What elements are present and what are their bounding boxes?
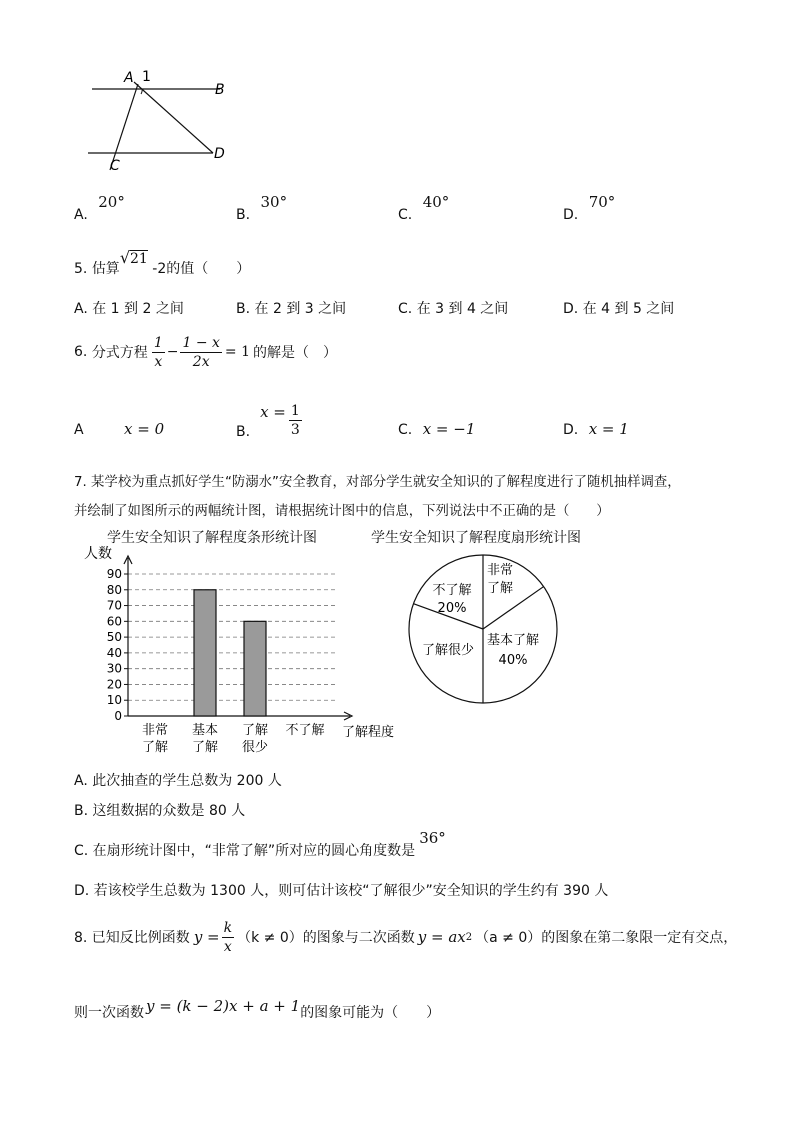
bar-chart	[80, 544, 410, 759]
q6-option-c: C. x = −1	[398, 420, 476, 438]
y-tick-label: 30	[106, 661, 122, 676]
pie-slice-label: 了解	[486, 581, 514, 596]
q7-option-c: C. 在扇形统计图中，“非常了解”所对应的圆心角度数是36°	[74, 829, 446, 859]
q8-line2: 则一次函数 y = (k − 2)x + a + 1 的图象可能为（ ）	[74, 997, 441, 1021]
x-tick-label: 了解	[191, 740, 219, 755]
q7-stem-line2: 并绘制了如图所示的两幅统计图，请根据统计图中的信息，下列说法中不正确的是（ ）	[74, 504, 610, 519]
y-tick-label: 50	[106, 630, 122, 645]
pie-chart-title: 学生安全知识了解程度扇形统计图	[371, 530, 581, 546]
q6-fraction-2: $\frac{1 - x}{2x}$	[182, 334, 220, 370]
label-b: B	[215, 82, 225, 98]
q7-option-d: D. 若该校学生总数为 1300 人，则可估计该校“了解很少”安全知识的学生约有 390 人	[74, 883, 609, 899]
q8-linear-function: y = (k − 2)x + a + 1	[146, 997, 301, 1015]
pie-slice-label: 不了解	[432, 583, 472, 598]
q5-option-c: C. 在 3 到 4 之间	[398, 301, 509, 317]
q7-option-c-value: 36°	[419, 829, 446, 847]
q6-fraction-1: $\frac{1}{x}$	[153, 334, 163, 370]
pie-slice-label: 了解很少	[421, 643, 475, 658]
y-tick-label: 20	[106, 677, 122, 692]
y-tick-label: 70	[106, 598, 122, 613]
q4-option-d: D. 70°	[563, 193, 616, 223]
q6-option-a: A x = 0	[74, 420, 165, 438]
q7-stem-line1: 7. 某学校为重点抓好学生“防溺水”安全教育，对部分学生就安全知识的了解程度进行了随机抽样调查，	[74, 475, 681, 490]
q8-fraction: $\frac{k}{x}$	[223, 919, 233, 955]
x-tick-label: 很少	[241, 740, 269, 755]
q4-option-d-value: 70°	[588, 193, 616, 211]
q6-option-b-fraction: $\frac{1}{3}$	[290, 402, 300, 438]
y-tick-label: 60	[106, 614, 122, 629]
q7-option-b: B. 这组数据的众数是 80 人	[74, 803, 246, 819]
y-axis-label: 人数	[84, 546, 112, 562]
q4-option-b-value: 30°	[260, 193, 288, 211]
x-tick-label: 不了解	[285, 723, 325, 738]
x-tick-label: 了解	[241, 723, 269, 738]
q6-option-d: D. x = 1	[563, 420, 629, 438]
x-tick-label: 了解	[141, 740, 169, 755]
q8-line1: 8. 已知反比例函数 y = $\frac{k}{x}$ （k ≠ 0）的图象与二次函数 y = ax 2 （a ≠ 0）的图象在第二象限一定有交点，	[74, 919, 738, 955]
sqrt-21: √21	[119, 248, 148, 267]
pie-slice-label: 20%	[437, 601, 467, 616]
pie-slice-label: 40%	[498, 653, 528, 668]
q4-option-c-value: 40°	[422, 193, 450, 211]
q6-option-b: B. x = $\frac{1}{3}$	[236, 402, 300, 440]
q5-option-a: A. 在 1 到 2 之间	[74, 301, 184, 317]
q4-option-c: C. 40°	[398, 193, 450, 223]
y-tick-label: 10	[106, 693, 122, 708]
pie-slice-label: 基本了解	[486, 633, 540, 648]
label-angle-1: 1	[142, 69, 151, 85]
label-c: C	[110, 158, 120, 174]
geometry-figure	[80, 60, 240, 180]
q6-stem: 6. 分式方程 $\frac{1}{x}$ − $\frac{1 - x}{2x}$ = 1 的解是（ ）	[74, 334, 337, 370]
bar-2	[194, 590, 216, 716]
q5-option-d: D. 在 4 到 5 之间	[563, 301, 675, 317]
q5-option-b: B. 在 2 到 3 之间	[236, 301, 347, 317]
q4-option-a-value: 20°	[98, 193, 125, 211]
y-tick-label: 40	[106, 645, 122, 660]
label-a: A	[124, 70, 134, 86]
y-tick-label: 80	[106, 582, 122, 597]
label-d: D	[214, 146, 225, 162]
angle-1-arc	[141, 89, 142, 94]
pie-slice-label: 非常	[486, 563, 514, 578]
x-tick-label: 基本	[191, 723, 219, 738]
x-axis-label: 了解程度	[342, 725, 395, 740]
q4-option-b: B. 30°	[236, 193, 288, 223]
q4-option-a: A. 20°	[74, 193, 125, 223]
q7-option-a: A. 此次抽查的学生总数为 200 人	[74, 773, 282, 789]
bar-3	[244, 621, 266, 716]
segment-ad	[134, 82, 213, 153]
pie-chart	[400, 552, 570, 712]
y-tick-label: 0	[114, 709, 122, 723]
x-tick-label: 非常	[141, 723, 169, 738]
y-tick-label: 90	[106, 567, 122, 581]
q5-stem: 5. 估算√21 -2的值（ ）	[74, 248, 251, 277]
bar-chart-title: 学生安全知识了解程度条形统计图	[107, 530, 317, 546]
